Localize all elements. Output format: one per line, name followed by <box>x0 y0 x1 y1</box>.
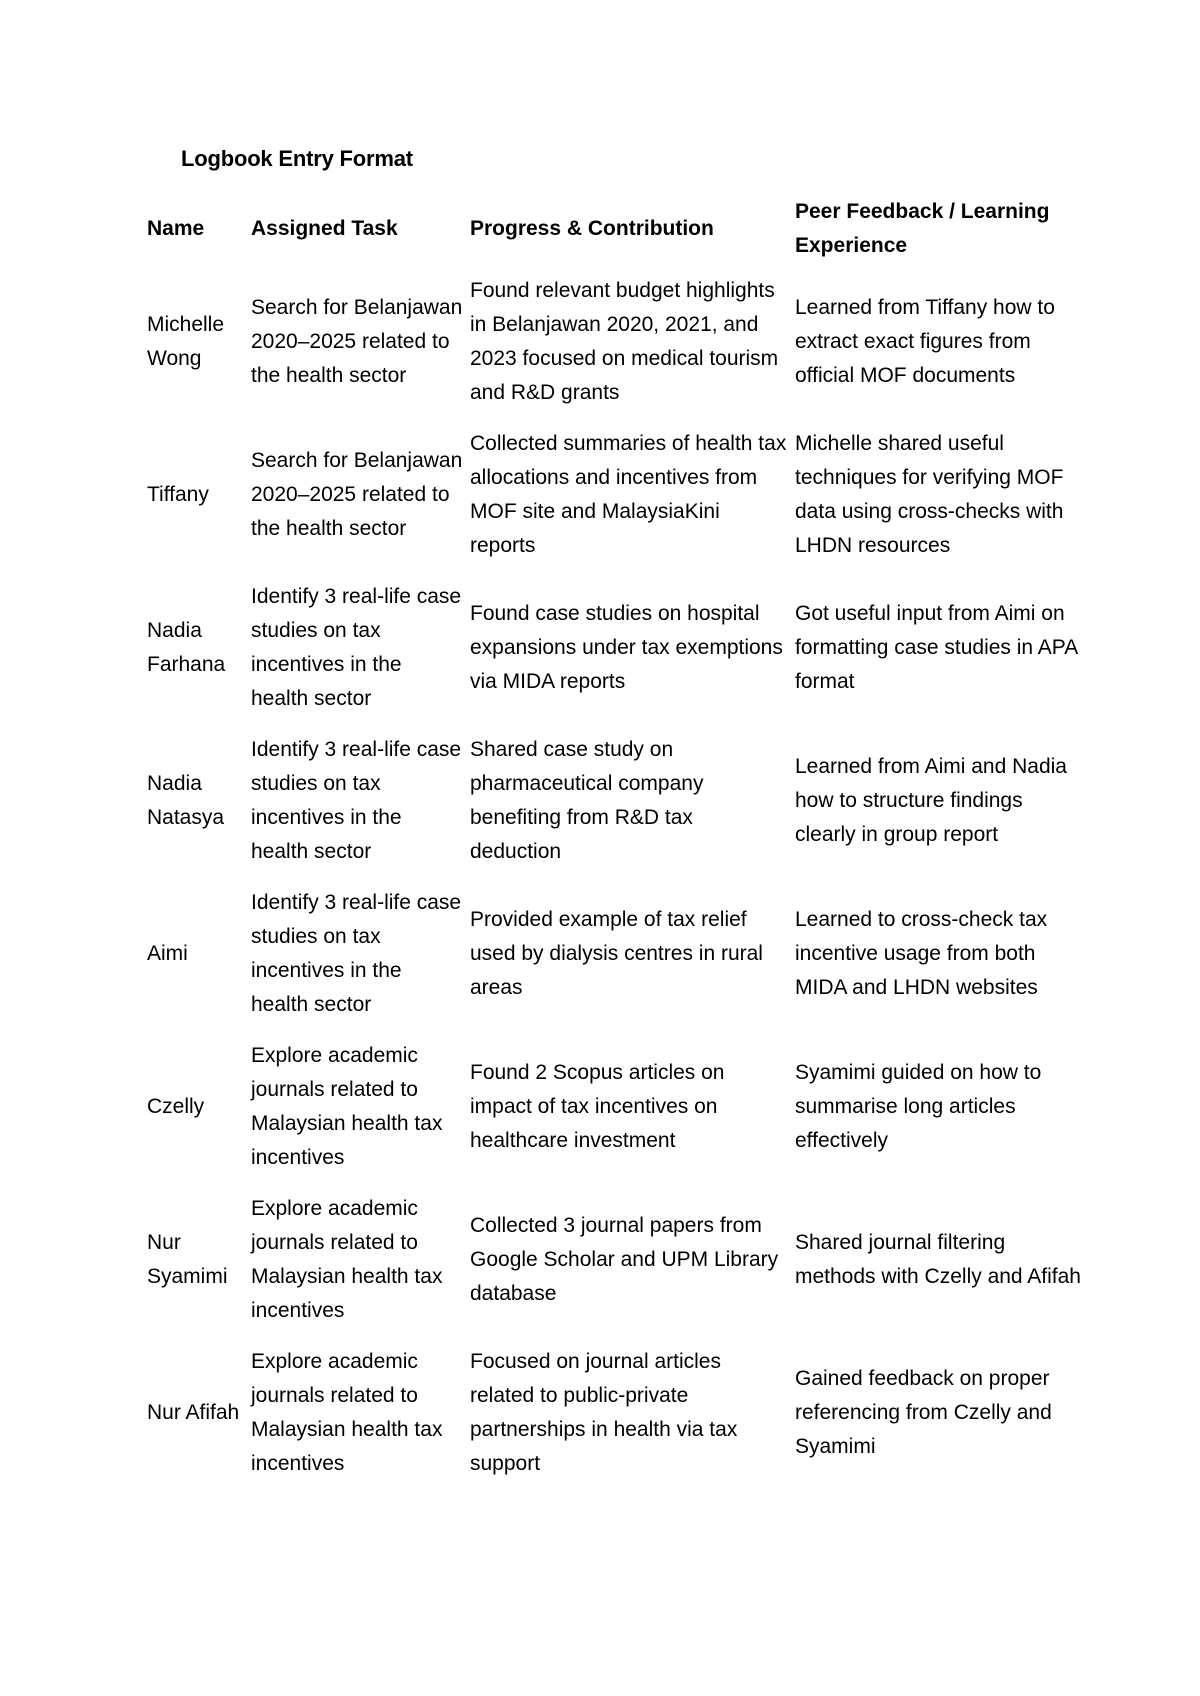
cell-task: Explore academic journals related to Malaysian health tax incentives <box>251 1044 443 1169</box>
cell-task: Explore academic journals related to Malaysian health tax incentives <box>251 1350 443 1475</box>
page-title: Logbook Entry Format <box>181 146 413 171</box>
cell-feedback: Learned to cross-check tax incentive usage from both MIDA and LHDN websites <box>795 908 1048 999</box>
cell-name: Michelle Wong <box>147 313 225 370</box>
cell-progress: Provided example of tax relief used by dialysis centres in rural areas <box>470 908 763 999</box>
cell-task: Search for Belanjawan 2020–2025 related to the health sector <box>251 449 463 540</box>
header-peer-feedback: Peer Feedback / Learning Experience <box>795 200 1050 257</box>
cell-task: Search for Belanjawan 2020–2025 related to the health sector <box>251 296 463 387</box>
cell-name: Czelly <box>147 1095 205 1118</box>
cell-feedback: Syamimi guided on how to summarise long articles effectively <box>795 1061 1042 1152</box>
cell-feedback: Learned from Tiffany how to extract exact figures from official MOF documents <box>795 296 1055 387</box>
cell-feedback: Gained feedback on proper referencing from Czelly and Syamimi <box>795 1367 1052 1458</box>
cell-name: Nadia Farhana <box>147 619 226 676</box>
cell-name: Nur Afifah <box>147 1401 240 1424</box>
cell-progress: Collected summaries of health tax allocations and incentives from MOF site and MalaysiaKini reports <box>470 432 787 557</box>
table-row <box>141 729 1081 882</box>
logbook-table <box>141 188 1081 1494</box>
table-row <box>141 1035 1081 1188</box>
table-row <box>141 270 1081 423</box>
table-row <box>141 1341 1081 1494</box>
table-row <box>141 1188 1081 1341</box>
cell-progress: Found relevant budget highlights in Belanjawan 2020, 2021, and 2023 focused on medical tourism and R&D grants <box>470 279 779 404</box>
cell-feedback: Michelle shared useful techniques for verifying MOF data using cross-checks with LHDN resources <box>795 432 1064 557</box>
cell-name: Aimi <box>147 942 188 965</box>
header-assigned-task: Assigned Task <box>251 217 398 240</box>
cell-task: Identify 3 real-life case studies on tax incentives in the health sector <box>251 585 462 710</box>
cell-name: Nadia Natasya <box>147 772 225 829</box>
cell-task: Identify 3 real-life case studies on tax incentives in the health sector <box>251 738 462 863</box>
cell-name: Nur Syamimi <box>147 1231 228 1288</box>
cell-name: Tiffany <box>147 483 209 506</box>
table-row <box>141 882 1081 1035</box>
table-row <box>141 423 1081 576</box>
cell-task: Identify 3 real-life case studies on tax incentives in the health sector <box>251 891 462 1016</box>
cell-task: Explore academic journals related to Malaysian health tax incentives <box>251 1197 443 1322</box>
table-row <box>141 576 1081 729</box>
cell-feedback: Shared journal filtering methods with Czelly and Afifah <box>795 1231 1081 1288</box>
table-header-row <box>141 188 1081 270</box>
cell-progress: Shared case study on pharmaceutical company benefiting from R&D tax deduction <box>470 738 704 863</box>
cell-progress: Found 2 Scopus articles on impact of tax incentives on healthcare investment <box>470 1061 725 1152</box>
header-name: Name <box>147 217 205 240</box>
cell-progress: Found case studies on hospital expansions under tax exemptions via MIDA reports <box>470 602 783 693</box>
cell-progress: Focused on journal articles related to public-private partnerships in health via tax support <box>470 1350 738 1475</box>
header-progress-contribution: Progress & Contribution <box>470 217 714 240</box>
cell-feedback: Got useful input from Aimi on formatting case studies in APA format <box>795 602 1078 693</box>
cell-progress: Collected 3 journal papers from Google Scholar and UPM Library database <box>470 1214 779 1305</box>
cell-feedback: Learned from Aimi and Nadia how to structure findings clearly in group report <box>795 755 1067 846</box>
